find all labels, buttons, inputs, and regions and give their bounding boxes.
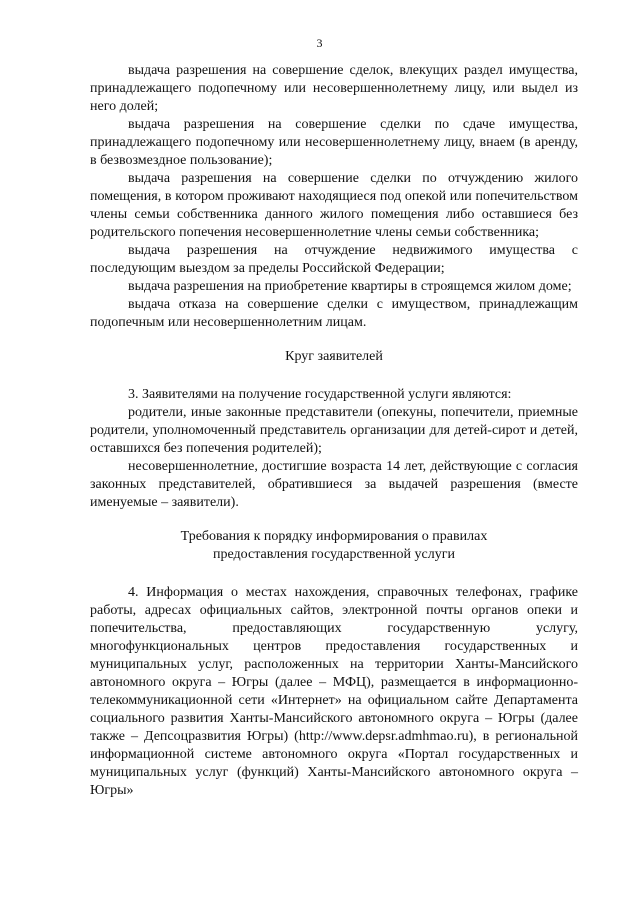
- paragraph-applicants-intro: 3. Заявителями на получение государственной услуги являются:: [128, 387, 512, 402]
- section-heading-requirements-line1: Требования к порядку информирования о правилах: [180, 529, 488, 544]
- paragraph-information: 4. Информация о местах нахождения, справочных телефонах, графике работы, адресах официальных сайтов, электронной почты органов опеки и попечительства, предоставляющих государственную услугу, многофункциональных центров предоставления государственных и муниципальных услуг, расположенных на территории Ханты-Мансийского автономного округа – Югры (далее – МФЦ), размещается в информационно-телекоммуникационной сети «Интернет» на официальном сайте Департамента социального развития Ханты-Мансийского автономного округа – Югры (далее также – Депсоцразвития Югры) (http://www.depsr.admhmao.ru), в региональной информационной системе автономного округа «Портал государственных и муниципальных услуг (функций) Ханты-Мансийского автономного округа – Югры»: [90, 585, 578, 798]
- list-item-lease: выдача разрешения на совершение сделки по сдаче имущества, принадлежащего подопечному или несовершеннолетнему лицу, внаем (в аренду, в безвозмездное пользование);: [90, 117, 578, 168]
- list-item-apartment-purchase: выдача разрешения на приобретение квартиры в строящемся жилом доме;: [128, 279, 572, 294]
- page-number: 3: [316, 36, 323, 50]
- paragraph-applicants-minors: несовершеннолетние, достигшие возраста 14 лет, действующие с согласия законных представителей, обратившиеся за выдачей разрешения (вместе именуемые – заявители).: [90, 459, 578, 510]
- list-item-partition: выдача разрешения на совершение сделок, влекущих раздел имущества, принадлежащего подопечному или несовершеннолетнему лицу, или выдел из него долей;: [90, 63, 578, 114]
- list-item-alienation-abroad: выдача разрешения на отчуждение недвижимого имущества с последующим выездом за пределы Российской Федерации;: [90, 243, 578, 276]
- document-body: [90, 62, 578, 800]
- section-heading-requirements-line2: предоставления государственной услуги: [213, 547, 455, 562]
- paragraph-applicants-parents: родители, иные законные представители (опекуны, попечители, приемные родители, уполномоченный представитель организации для детей-сирот и детей, оставшихся без попечения родителей);: [90, 405, 578, 456]
- section-heading-applicants: Круг заявителей: [285, 349, 383, 364]
- list-item-alienation-housing: выдача разрешения на совершение сделки по отчуждению жилого помещения, в котором проживают находящиеся под опекой или попечительством члены семьи собственника данного жилого помещения либо оставшиеся без родительского попечения несовершеннолетние члены семьи собственника;: [90, 171, 578, 240]
- list-item-refusal: выдача отказа на совершение сделки с имуществом, принадлежащим подопечным или несовершеннолетним лицам.: [90, 297, 578, 330]
